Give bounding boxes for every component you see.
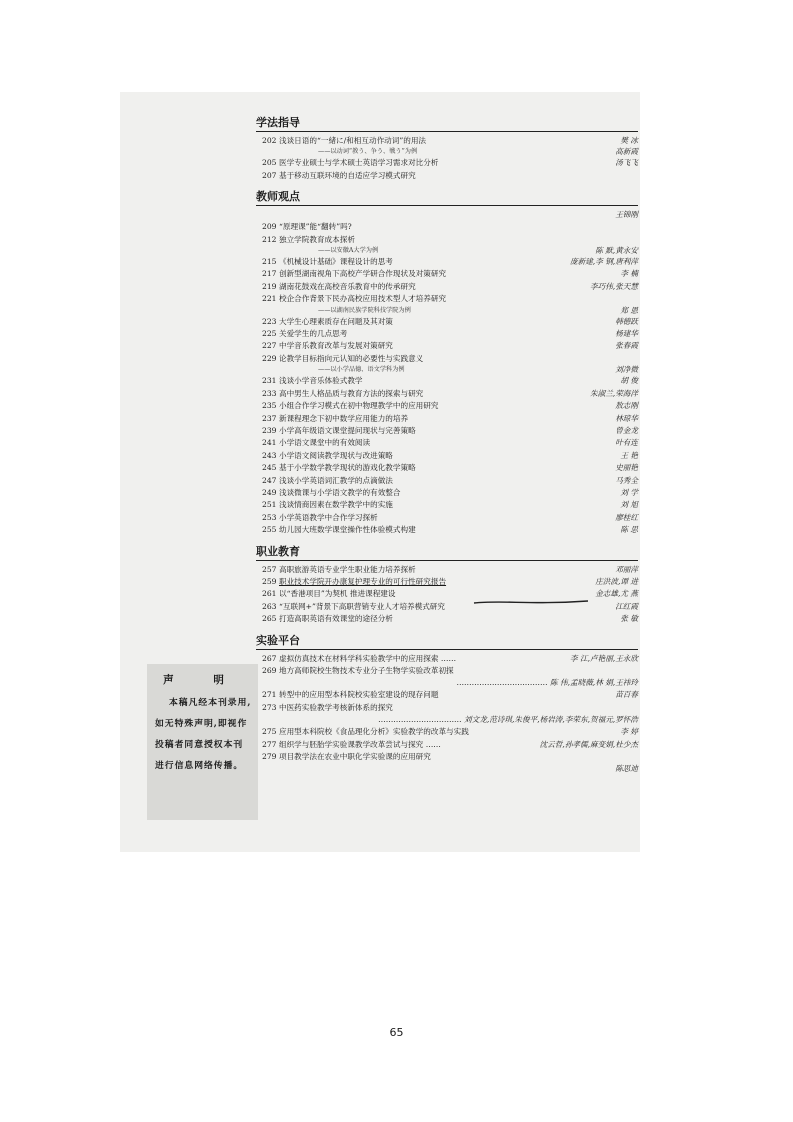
toc-entry[interactable]: 223 大学生心理素质存在问题及其对策 韩德跃 — [262, 316, 638, 326]
entry-author: ……………………………… 陈 伟,孟晓薇,林 娟,王祎玲 — [456, 678, 638, 688]
toc-entry[interactable]: 257 高职旅游英语专业学生职业能力培养探析 邓丽萍 — [262, 564, 638, 574]
toc-entry[interactable]: 219 湖南花鼓戏在高校音乐教育中的传承研究 李巧伟,张天慧 — [262, 281, 638, 291]
toc-entry[interactable]: 271 转型中的应用型本科院校实验室建设的现存问题 苗百春 — [262, 690, 638, 700]
toc-entry[interactable]: 255 幼儿园大班数学课堂操作性体验模式构建 陈 思 — [262, 525, 638, 535]
toc-entry[interactable]: 269 地方高师院校生物技术专业分子生物学实验改革初探 — [262, 666, 454, 675]
section-title: 职业教育 — [256, 541, 638, 561]
toc-entry[interactable]: 235 小组合作学习模式在初中物理教学中的应用研究 敖志刚 — [262, 401, 638, 411]
pen-mark-icon — [472, 597, 590, 607]
section-title: 学法指导 — [256, 112, 638, 132]
toc-entry[interactable]: 243 小学语文阅读教学现状与改进策略 王 艳 — [262, 450, 638, 460]
copyright-notice — [147, 664, 258, 820]
toc-entry[interactable]: 212 独立学院教育成本探析 — [262, 234, 355, 244]
toc-entry[interactable]: 249 浅谈微课与小学语文教学的有效整合 刘 学 — [262, 487, 638, 497]
entry-subtitle: ——以动词“教う、争う、戦う”为例 高新霞 — [318, 147, 638, 157]
toc-section-study-guidance — [256, 108, 638, 775]
page-number: 65 — [389, 1026, 404, 1039]
toc-entry[interactable]: 245 基于小学数学教学现状的游戏化教学策略 史丽艳 — [262, 463, 638, 473]
toc-entry[interactable]: 277 组织学与胚胎学实验课教学改革尝试与探究 …… 沈云哲,孙孝儒,麻变娟,杜少杰 — [262, 739, 638, 749]
toc-entry[interactable]: 221 校企合作背景下民办高校应用技术型人才培养研究 — [262, 294, 447, 304]
toc-entry[interactable]: 247 浅谈小学英语词汇教学的点滴做法 马秀全 — [262, 475, 638, 485]
toc-entry[interactable]: 239 小学高年级语文课堂提问现状与完善策略 曾金龙 — [262, 425, 638, 435]
toc-entry[interactable]: 261 以“香港项目”为契机 推进课程建设 金志雄,尤 燕 — [262, 589, 638, 599]
toc-entry[interactable]: 237 新课程理念下初中数学应用能力的培养 林琼华 — [262, 413, 638, 423]
toc-entry[interactable]: 209 “原理课”能“翻转”吗? — [262, 222, 352, 232]
toc-entry[interactable]: 227 中学音乐教育改革与发展对策研究 张春霞 — [262, 341, 638, 351]
toc-entry[interactable]: 259 职业技术学院开办康复护理专业的可行性研究报告 庄洪波,谭 进 — [262, 576, 638, 586]
entry-title: 浅谈日语的“一緒に/和相互动作动词”的用法 — [279, 136, 427, 145]
notice-body: 本稿凡经本刊录用,如无特殊声明,即视作投稿者同意授权本刊进行信息网络传播。 — [155, 698, 252, 771]
entry-author: 王锦刚 — [615, 210, 638, 220]
entry-author: 陈思迪 — [615, 764, 638, 774]
toc-entry[interactable] — [262, 135, 638, 147]
toc-entry[interactable]: 225 关爱学生的几点思考 杨建华 — [262, 329, 638, 339]
toc-entry[interactable]: 267 虚拟仿真技术在材料学科实验教学中的应用探索 …… 李 江,卢艳丽,王永欣 — [262, 653, 638, 663]
toc-entry[interactable]: 265 打造高职英语有效课堂的途径分析 张 敏 — [262, 614, 638, 624]
toc-entry[interactable]: 205 医学专业硕士与学术硕士英语学习需求对比分析 汤飞飞 — [262, 158, 638, 168]
toc-entry[interactable]: 241 小学语文课堂中的有效阅读 叶有连 — [262, 438, 638, 448]
entry-author: 高新霞 — [615, 147, 638, 157]
entry-author: …………………………… 刘文龙,范诗琪,朱俊平,杨岩涛,李荣东,贺福元,罗怀浩 — [378, 715, 638, 725]
entry-subtitle: ——以小学品德、语文学科为例 刘净微 — [318, 365, 638, 375]
notice-title: 声 明 — [163, 674, 242, 686]
toc-entry[interactable]: 217 创新型湖南视角下高校产学研合作现状及对策研究 李 楠 — [262, 269, 638, 279]
section-title: 实验平台 — [256, 630, 638, 650]
page-ref: 202 — [262, 136, 277, 145]
toc-entry[interactable]: 273 中医药实验教学考核新体系的探究 — [262, 702, 393, 712]
toc-entry[interactable]: 231 浅谈小学音乐体验式教学 胡 俊 — [262, 376, 638, 386]
section-title: 教师观点 — [256, 186, 638, 206]
toc-entry[interactable]: 233 高中男生人格品质与教育方法的探索与研究 朱淑兰,荣海洋 — [262, 388, 638, 398]
entry-author: 樊 冰 — [620, 136, 638, 145]
toc-entry[interactable]: 263 “互联网+”背景下高职营销专业人才培养模式研究 江红霞 — [262, 601, 638, 611]
entry-subtitle: ——以湖南民族学院科技学院为例 郑 恩 — [318, 305, 638, 315]
toc-entry[interactable]: 275 应用型本科院校《食品理化分析》实验教学的改革与实践 李 婷 — [262, 727, 638, 737]
toc-entry[interactable]: 207 基于移动互联环境的自适应学习模式研究 — [262, 170, 416, 180]
entry-subtitle: ——以安徽A大学为例 陈 默,黄永安 — [318, 246, 638, 256]
toc-entry[interactable]: 253 小学英语教学中合作学习探析 廖桂红 — [262, 512, 638, 522]
toc-entry[interactable]: 251 浅谈情商因素在数学教学中的实施 刘 旭 — [262, 500, 638, 510]
toc-entry[interactable]: 215 《机械设计基础》课程设计的思考 庞新建,李 钢,唐利萍 — [262, 257, 638, 267]
toc-entry[interactable]: 279 项目教学法在农业中职化学实验课的应用研究 — [262, 752, 431, 762]
toc-entry[interactable]: 229 论教学目标指向元认知的必要性与实践意义 — [262, 353, 424, 363]
